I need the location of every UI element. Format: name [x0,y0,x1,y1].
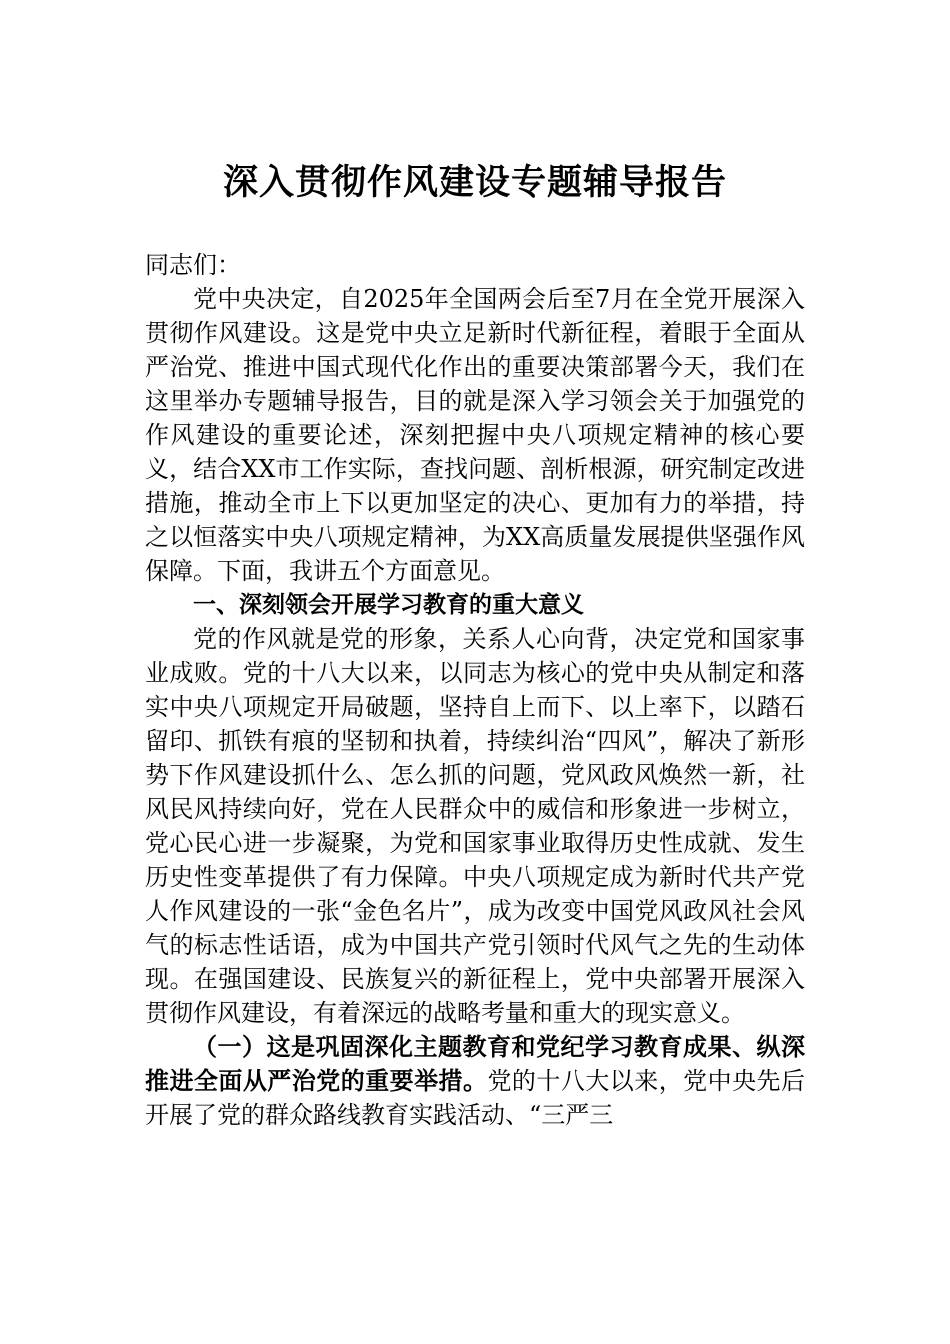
subsection-paragraph-1 [145,1030,805,1132]
intro-paragraph: 党中央决定，自2025年全国两会后至7月在全党开展深入贯彻作风建设。这是党中央立足新时代新征程，着眼于全面从严治党、推进中国式现代化作出的重要决策部署今天，我们在这里举办专题辅导报告，目的就是深入学习领会关于加强党的作风建设的重要论述，深刻把握中央八项规定精神的核心要义，结合XX市工作实际，查找问题、剖析根源，研究制定改进措施，推动全市上下以更加坚定的决心、更加有力的举措，持之以恒落实中央八项规定精神，为XX高质量发展提供坚强作风保障。下面，我讲五个方面意见。 [145,285,805,585]
section-1-paragraph: 党的作风就是党的形象，关系人心向背，决定党和国家事业成败。党的十八大以来，以同志为核心的党中央从制定和落实中央八项规定开局破题，坚持自上而下、以上率下，以踏石留印、抓铁有痕的坚韧和执着，持续纠治“四风”，解决了新形势下作风建设抓什么、怎么抓的问题，党风政风焕然一新，社风民风持续向好，党在人民群众中的威信和形象进一步树立，党心民心进一步凝聚，为党和国家事业取得历史性成就、发生历史性变革提供了有力保障。中央八项规定成为新时代共产党人作风建设的一张“金色名片”，成为改变中国党风政风社会风气的标志性话语，成为中国共产党引领时代风气之先的生动体现。在强国建设、民族复兴的新征程上，党中央部署开展深入贯彻作风建设，有着深远的战略考量和重大的现实意义。 [145,625,805,1027]
section-heading-1: 一、深刻领会开展学习教育的重大意义 [193,592,584,618]
salutation: 同志们： [145,251,241,279]
subsection-heading-1: （一）这是巩固深化主题教育和党纪学习教育成果、纵深推进全面从严治党的重要举措。 [145,1032,805,1095]
document-title: 深入贯彻作风建设专题辅导报告 [222,162,727,203]
document-body [145,248,805,1132]
subsection-1-text: 党的十八大以来，党中央先后开展了党的群众路线教育实践活动、“三严三 [145,1067,806,1129]
